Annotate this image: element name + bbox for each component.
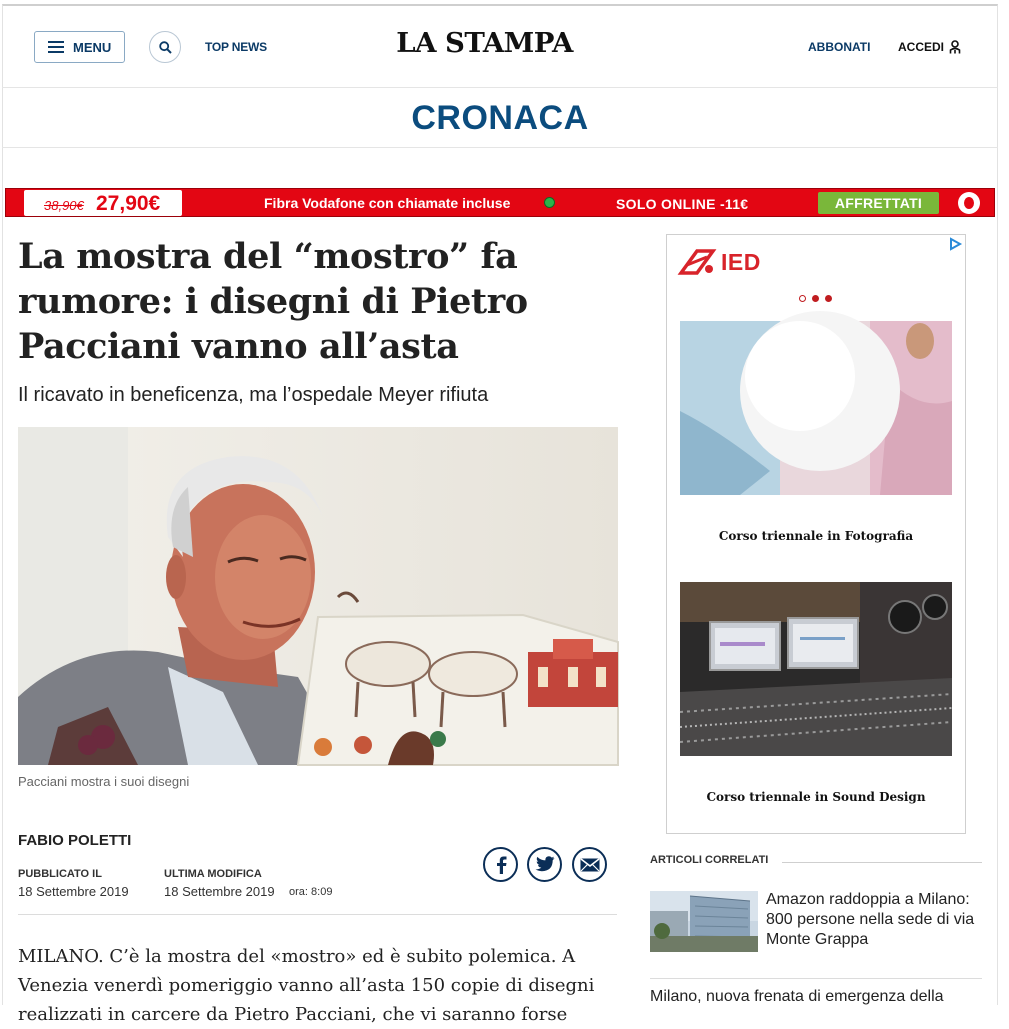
share-email-button[interactable] <box>572 847 607 882</box>
banner-promo: SOLO ONLINE -11€ <box>616 196 749 212</box>
hamburger-icon <box>48 41 64 53</box>
top-navbar <box>2 6 998 88</box>
ad-photo-sound-design[interactable] <box>680 582 952 756</box>
user-icon <box>949 40 961 54</box>
subscribe-link[interactable]: ABBONATI <box>808 40 871 54</box>
ad-caption-sound-design[interactable]: Corso triennale in Sound Design <box>706 790 926 804</box>
login-label: ACCEDI <box>898 40 945 54</box>
search-icon <box>159 41 172 54</box>
carousel-dot[interactable] <box>799 295 806 302</box>
share-twitter-button[interactable] <box>527 847 562 882</box>
twitter-icon <box>535 856 555 873</box>
new-price: 27,90€ <box>96 192 161 215</box>
ied-brand: IED <box>721 248 761 275</box>
banner-cta-button[interactable]: AFFRETTATI <box>818 192 939 214</box>
ied-mark-icon <box>677 247 717 277</box>
published-date: 18 Settembre 2019 <box>18 884 129 899</box>
ad-photo-fotografia[interactable] <box>680 321 952 495</box>
related-divider <box>650 978 982 979</box>
article-subheadline: Il ricavato in beneficenza, ma l’ospedale Meyer rifiuta <box>18 384 489 406</box>
email-icon <box>580 858 600 872</box>
price-box <box>24 190 182 216</box>
related-title-line <box>782 862 982 863</box>
ied-ad[interactable] <box>666 234 966 834</box>
share-facebook-button[interactable] <box>483 847 518 882</box>
vodafone-logo-icon <box>958 192 980 214</box>
article-headline: La mostra del “mostro” fa rumore: i disegni di Pietro Pacciani vanno all’asta <box>18 236 528 367</box>
adchoices-icon[interactable] <box>948 237 962 251</box>
facebook-icon <box>495 856 507 874</box>
modified-date: 18 Settembre 2019 <box>164 884 275 899</box>
section-title[interactable]: CRONACA <box>411 99 589 137</box>
menu-button[interactable] <box>34 31 125 63</box>
article-photo[interactable] <box>18 427 618 765</box>
modified-label: ULTIMA MODIFICA <box>164 868 262 880</box>
ied-logo <box>677 247 761 277</box>
vodafone-banner-ad[interactable] <box>5 188 995 217</box>
status-dot-icon <box>544 197 555 208</box>
author-name[interactable]: FABIO POLETTI <box>18 832 132 849</box>
section-header <box>2 88 998 148</box>
carousel-dot[interactable] <box>812 295 819 302</box>
carousel-dots[interactable] <box>799 295 832 302</box>
article-body: MILANO. C’è la mostra del «mostro» ed è subito polemica. A Venezia venerdì pomeriggio vanno all’asta 150 copie di disegni realizzati in carcere da Pietro Pacciani, che vi saranno forse <box>18 946 595 1025</box>
old-price: 38,90€ <box>44 198 84 213</box>
related-thumbnail[interactable] <box>650 891 758 952</box>
article-divider <box>18 914 617 915</box>
login-link[interactable] <box>898 40 961 54</box>
published-label: PUBBLICATO IL <box>18 868 102 880</box>
related-article-title[interactable]: Amazon raddoppia a Milano: 800 persone nella sede di via Monte Grappa <box>766 891 975 948</box>
banner-headline: Fibra Vodafone con chiamate incluse <box>264 195 511 211</box>
photo-caption: Pacciani mostra i suoi disegni <box>18 774 190 789</box>
modified-time-value: 8:09 <box>311 886 333 898</box>
related-articles-title: ARTICOLI CORRELATI <box>650 854 769 866</box>
top-news-link[interactable]: TOP NEWS <box>205 40 267 54</box>
search-button[interactable] <box>149 31 181 63</box>
site-logo[interactable]: LA STAMPA <box>396 28 573 59</box>
ad-caption-fotografia[interactable]: Corso triennale in Fotografia <box>718 529 914 543</box>
carousel-dot[interactable] <box>825 295 832 302</box>
menu-label: MENU <box>73 39 112 55</box>
related-article-title[interactable]: Milano, nuova frenata di emergenza della <box>650 988 944 1005</box>
modified-time <box>289 886 332 898</box>
modified-time-label: ora: <box>289 886 308 898</box>
